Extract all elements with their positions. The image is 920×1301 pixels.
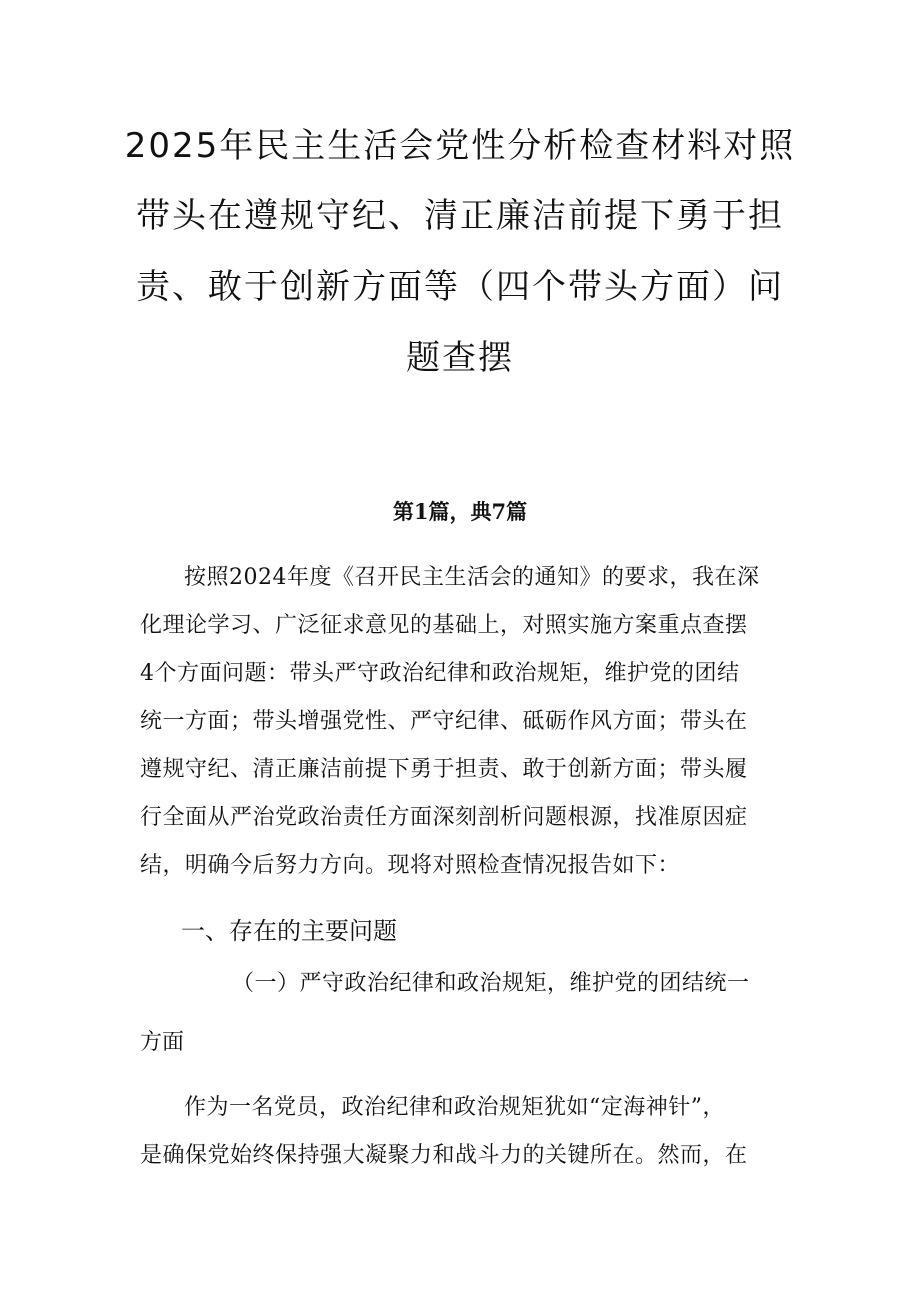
- intro-line-7: 结，明确今后努力方向。现将对照检查情况报告如下：: [140, 853, 681, 878]
- document-title-line-1: 2025年民主生活会党性分析检查材料对照: [124, 126, 796, 166]
- document-subtitle: 第1篇，典7篇: [392, 499, 528, 524]
- section-heading: 一、存在的主要问题: [181, 917, 397, 945]
- intro-line-1: 按照2024年度《召开民主生活会的通知》的要求，我在深: [184, 565, 760, 590]
- subsection-heading-line-1: （一）严守政治纪律和政治规矩，维护党的团结统一: [232, 971, 750, 996]
- subsection-heading-line-2: 方面: [140, 1030, 185, 1055]
- document-title-line-2: 带头在遵规守纪、清正廉洁前提下勇于担: [136, 196, 784, 236]
- intro-line-6: 行全面从严治党政治责任方面深刻剖析问题根源，找准原因症: [140, 805, 748, 830]
- paragraph-line-1: 作为一名党员，政治纪律和政治规矩犹如“定海神针”，: [184, 1095, 725, 1120]
- paragraph-line-2: 是确保党始终保持强大凝聚力和战斗力的关键所在。然而，在: [140, 1143, 748, 1168]
- intro-line-5: 遵规守纪、清正廉洁前提下勇于担责、敢于创新方面；带头履: [140, 757, 748, 782]
- intro-line-4: 统一方面；带头增强党性、严守纪律、砥砺作风方面；带头在: [140, 709, 748, 734]
- document-title-line-4: 题查摆: [406, 338, 514, 378]
- intro-line-3: 4个方面问题：带头严守政治纪律和政治规矩，维护党的团结: [140, 661, 740, 686]
- document-title-line-3: 责、敢于创新方面等（四个带头方面）问: [136, 267, 784, 307]
- intro-line-2: 化理论学习、广泛征求意见的基础上，对照实施方案重点查摆: [140, 613, 748, 638]
